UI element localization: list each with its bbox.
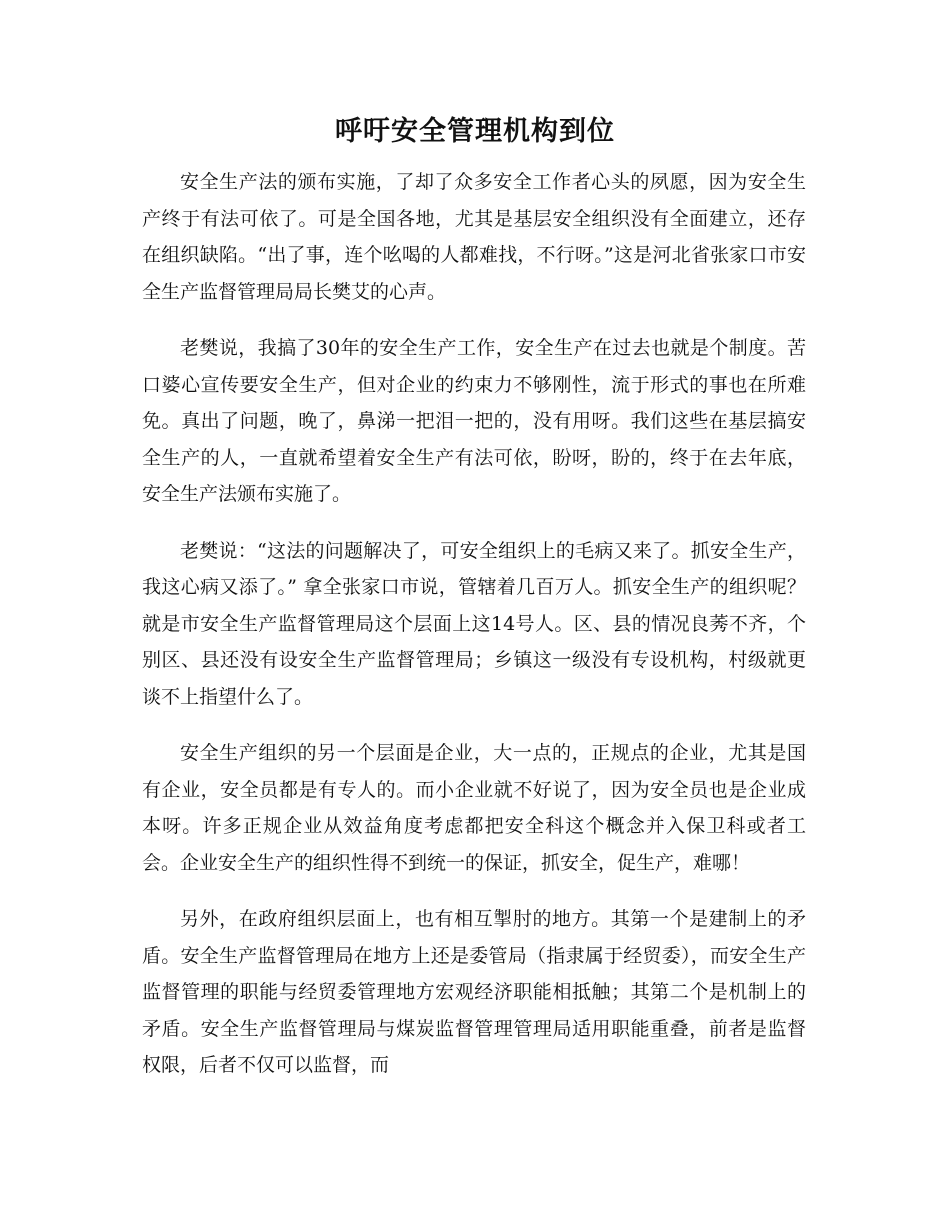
- document-title: 呼吁安全管理机构到位: [335, 116, 615, 147]
- paragraph: 另外，在政府组织层面上，也有相互掣肘的地方。其第一个是建制上的矛盾。安全生产监督管理局在地方上还是委管局（指隶属于经贸委），而安全生产监督管理的职能与经贸委管理地方宏观经济职能相抵触；其第二个是机制上的矛盾。安全生产监督管理局与煤炭监督管理管理局适用职能重叠，前者是监督权限，后者不仅可以监督，而: [142, 908, 806, 1076]
- paragraph: 安全生产组织的另一个层面是企业，大一点的，正规点的企业，尤其是国有企业，安全员都是有专人的。而小企业就不好说了，因为安全员也是企业成本呀。许多正规企业从效益角度考虑都把安全科这个概念并入保卫科或者工会。企业安全生产的组织性得不到统一的保证，抓安全，促生产，难哪！: [142, 742, 806, 874]
- paragraph: 老樊说，我搞了30年的安全生产工作，安全生产在过去也就是个制度。苦口婆心宣传要安全生产，但对企业的约束力不够刚性，流于形式的事也在所难免。真出了问题，晚了，鼻涕一把泪一把的，没有用呀。我们这些在基层搞安全生产的人，一直就希望着安全生产有法可依，盼呀，盼的，终于在去年底，安全生产法颁布实施了。: [142, 337, 806, 505]
- paragraph: 老樊说：“这法的问题解决了，可安全组织上的毛病又来了。抓安全生产，我这心病又添了。” 拿全张家口市说，管辖着几百万人。抓安全生产的组织呢？就是市安全生产监督管理局这个层面上这14号人。区、县的情况良莠不齐，个别区、县还没有设安全生产监督管理局；乡镇这一级没有专设机构，村级就更谈不上指望什么了。: [142, 539, 806, 708]
- document-body: [142, 164, 806, 1104]
- paragraph: 安全生产法的颁布实施，了却了众多安全工作者心头的夙愿，因为安全生产终于有法可依了。可是全国各地，尤其是基层安全组织没有全面建立，还存在组织缺陷。“出了事，连个吆喝的人都难找，不行呀。”这是河北省张家口市安全生产监督管理局局长樊艾的心声。: [142, 171, 806, 303]
